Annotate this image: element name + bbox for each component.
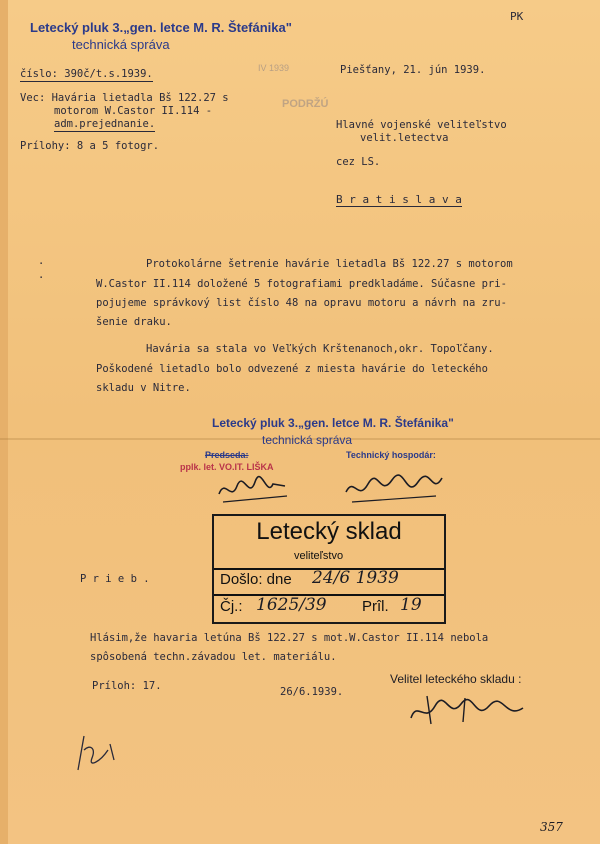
received-stamp-subtitle: veliteľstvo [294, 550, 344, 562]
margin-mark: · [38, 258, 45, 270]
received-date-value: 24/6 1939 [312, 568, 399, 588]
received-stamp-title: Letecký sklad [256, 518, 402, 545]
body-p2-line2: Poškodené lietadlo bolo odvezené z miesta havárie do leteckého [96, 363, 488, 375]
signature-commander [405, 690, 535, 730]
initials-mark [70, 730, 120, 774]
sign-stamp-line2: technická správa [262, 433, 353, 447]
received-stamp [212, 514, 446, 624]
attachments-value: 19 [400, 595, 422, 615]
attachments-label: Prîl. [362, 598, 389, 615]
subject-line3: adm.prejednanie. [54, 118, 156, 130]
registry-number-label: Čj.: [220, 598, 243, 615]
subject-line2: motorom W.Castor II.114 - [54, 105, 213, 117]
hospodar-label: Technický hospodár: [346, 450, 436, 460]
footer-attachments: Príloh: 17. [92, 680, 162, 692]
header-stamp-line2: technická správa [72, 37, 170, 52]
sign-stamp-line1: Letecký pluk 3.„gen. letce M. R. Štefánika" [212, 416, 454, 430]
body-p1-line1: Protokolárne šetrenie havárie lietadla Bš 122.27 s motorom [146, 258, 513, 270]
header-stamp-line1: Letecký pluk 3.„gen. letce M. R. Štefánika" [30, 20, 292, 35]
faded-stamp-line2: PODRŽÚ [282, 98, 329, 110]
faded-stamp-line1: IV 1939 [258, 63, 290, 73]
recipient-line2: velit.letectva [360, 132, 449, 144]
attachments-line: Prílohy: 8 a 5 fotogr. [20, 140, 160, 152]
body-p1-line4: šenie draku. [96, 316, 172, 328]
margin-mark: · [38, 272, 45, 284]
page-number: 357 [540, 820, 563, 834]
received-date-label: Došlo: dne [220, 571, 292, 588]
reference-number: číslo: 390č/t.s.1939. [20, 68, 153, 80]
subject-line1: Vec: Havária lietadla Bš 122.27 s [20, 92, 229, 104]
recipient-city: B r a t i s l a v a [336, 193, 462, 206]
body-p2-line1: Havária sa stala vo Veľkých Krštenanoch,okr. Topoľčany. [146, 343, 494, 355]
recipient-line3: cez LS. [336, 156, 381, 168]
signature-predseda [215, 472, 295, 506]
predseda-name: pplk. let. VO.IT. LIŠKA [180, 462, 274, 472]
paper-edge [0, 0, 8, 844]
signature-hospodar [340, 468, 450, 508]
footer-date: 26/6.1939. [280, 686, 344, 698]
recipient-line1: Hlavné vojenské veliteľstvo [336, 119, 507, 131]
corner-mark: PK [510, 10, 524, 23]
place-date: Piešťany, 21. jún 1939. [340, 64, 486, 76]
body-p1-line2: W.Castor II.114 doložené 5 fotografiami predkladáme. Súčasne pri- [96, 278, 507, 290]
footer-commander: Velitel leteckého skladu : [390, 672, 522, 686]
registry-number-value: 1625/39 [256, 595, 327, 615]
body-p1-line3: pojujeme správkový list číslo 48 na opravu motoru a návrh na zru- [96, 297, 507, 309]
body-p2-line3: skladu v Nitre. [96, 382, 191, 394]
report-line1: Hlásim,že havaria letúna Bš 122.27 s mot.W.Castor II.114 nebola [90, 632, 489, 644]
predseda-label: Predseda: [205, 450, 249, 460]
report-line2: spôsobená techn.závadou let. materiálu. [90, 651, 337, 663]
prieb-label: P r i e b . [80, 573, 150, 585]
